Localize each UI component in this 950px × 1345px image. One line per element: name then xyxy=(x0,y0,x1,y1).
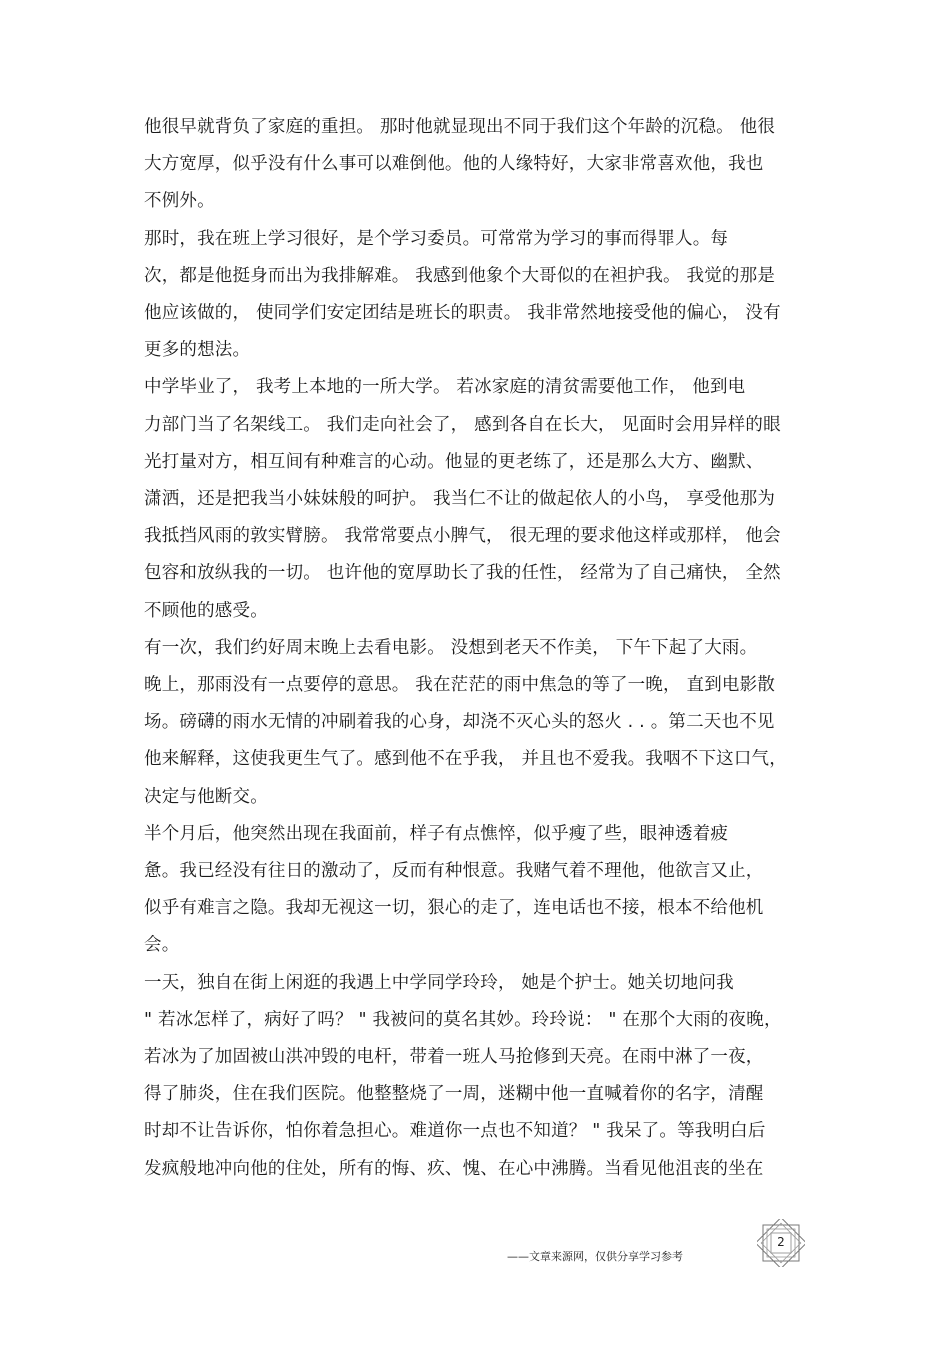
text-line: " 若冰怎样了，病好了吗？ " 我被问的莫名其妙。玲玲说： " 在那个大雨的夜晚， xyxy=(144,1009,782,1030)
text-line: 大方宽厚，似乎没有什么事可以难倒他。他的人缘特好，大家非常喜欢他，我也 xyxy=(144,154,764,175)
text-line: 场。磅礴的雨水无情的冲刷着我的心身，却浇不灭心头的怒火 . . 。第二天也不见 xyxy=(144,712,775,733)
text-line: 有一次，我们约好周末晚上去看电影。 没想到老天不作美， 下午下起了大雨。 xyxy=(144,637,758,658)
text-line: 潇洒，还是把我当小妹妹般的呵护。 我当仁不让的做起依人的小鸟， 享受他那为 xyxy=(144,489,776,509)
text-line: 中学毕业了， 我考上本地的一所大学。 若冰家庭的清贫需要他工作， 他到电 xyxy=(144,377,746,398)
text-line: 时却不让告诉你，怕你着急担心。难道你一点也不知道？ " 我呆了。等我明白后 xyxy=(144,1121,766,1142)
text-line: 晚上，那雨没有一点要停的意思。 我在茫茫的雨中焦急的等了一晚， 直到电影散 xyxy=(144,675,776,695)
text-line: 半个月后，他突然出现在我面前，样子有点憔悴，似乎瘦了些，眼神透着疲 xyxy=(144,823,729,844)
text-line: 包容和放纵我的一切。 也许他的宽厚助长了我的任性， 经常为了自己痛快， 全然 xyxy=(144,563,781,584)
text-line: 发疯般地冲向他的住处，所有的悔、疚、愧、在心中沸腾。当看见他沮丧的坐在 xyxy=(144,1158,764,1179)
source-note: ——文章来源网，仅供分享学习参考 xyxy=(507,1250,683,1263)
text-line: 那时，我在班上学习很好，是个学习委员。可常常为学习的事而得罪人。每 xyxy=(144,228,729,249)
text-line: 若冰为了加固被山洪冲毁的电杆，带着一班人马抢修到天亮。在雨中淋了一夜， xyxy=(144,1047,764,1067)
text-line: 似乎有难言之隐。我却无视这一切，狠心的走了，连电话也不接，根本不给他机 xyxy=(144,898,764,919)
text-line: 他很早就背负了家庭的重担。 那时他就显现出不同于我们这个年龄的沉稳。 他很 xyxy=(144,117,776,137)
text-line: 不顾他的感受。 xyxy=(144,600,268,621)
text-line: 一天，独自在街上闲逛的我遇上中学同学玲玲， 她是个护士。她关切地问我 xyxy=(144,972,734,993)
text-line: 我抵挡风雨的敦实臂膀。 我常常要点小脾气， 很无理的要求他这样或那样， 他会 xyxy=(144,526,781,547)
page-number: 2 xyxy=(777,1235,785,1249)
text-line: 他来解释，这使我更生气了。感到他不在乎我， 并且也不爱我。我咽不下这口气， xyxy=(144,749,787,770)
text-line: 光打量对方，相互间有种难言的心动。他显的更老练了，还是那么大方、幽默、 xyxy=(144,451,764,472)
text-line: 得了肺炎，住在我们医院。他整整烧了一周，迷糊中他一直喊着你的名字，清醒 xyxy=(144,1084,764,1105)
text-line: 力部门当了名架线工。 我们走向社会了， 感到各自在长大， 见面时会用异样的眼 xyxy=(144,414,781,435)
text-line: 他应该做的， 使同学们安定团结是班长的职责。 我非常然地接受他的偏心， 没有 xyxy=(144,303,781,323)
text-line: 惫。我已经没有往日的激动了，反而有种恨意。我赌气着不理他，他欲言又止， xyxy=(144,861,764,881)
text-line: 不例外。 xyxy=(144,191,215,212)
text-line: 更多的想法。 xyxy=(144,340,251,361)
text-line: 会。 xyxy=(144,935,180,956)
text-line: 决定与他断交。 xyxy=(144,786,268,807)
text-line: 次，都是他挺身而出为我排解难。 我感到他象个大哥似的在袒护我。 我觉的那是 xyxy=(144,265,776,286)
